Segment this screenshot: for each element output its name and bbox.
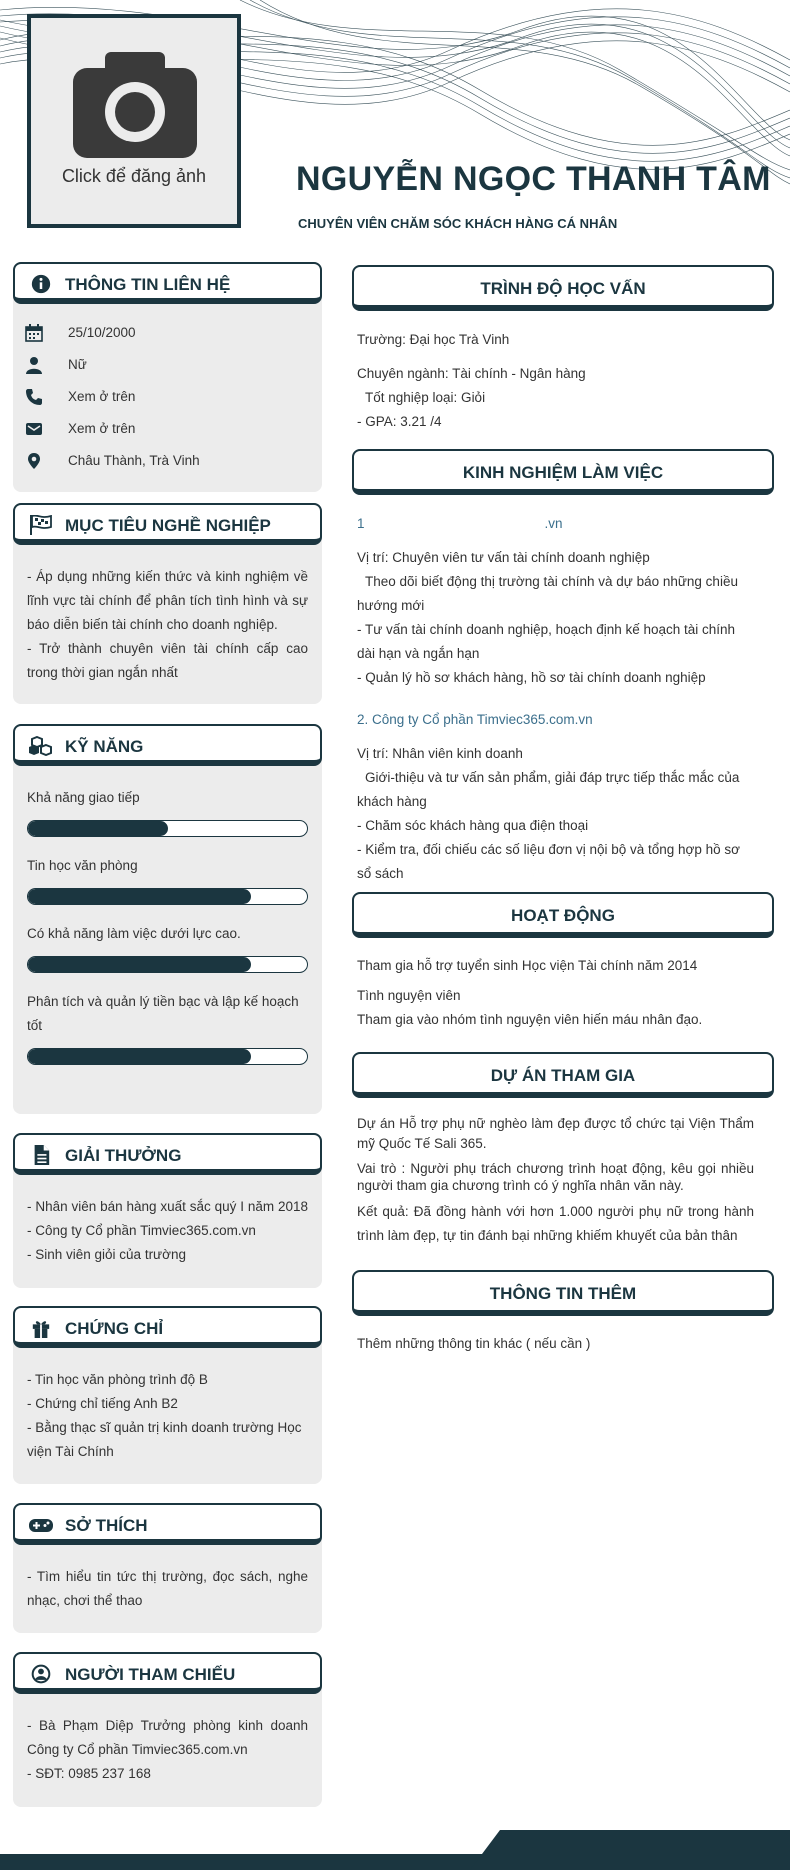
certificate-line: - Tin học văn phòng trình độ B — [27, 1372, 208, 1387]
job-role: Vị trí: Nhân viên kinh doanh — [357, 746, 523, 761]
experience-header — [352, 449, 774, 495]
skill-name: Có khả năng làm việc dưới lực cao. — [27, 926, 241, 941]
user-circle-icon — [29, 1664, 53, 1684]
projects-body — [357, 1114, 754, 1248]
education-grade: Tốt nghiệp loại: Giỏi — [365, 390, 486, 405]
envelope-icon — [25, 420, 43, 438]
certificates-header — [13, 1306, 322, 1348]
skill-bar-fill — [28, 1049, 251, 1064]
camera-icon — [73, 50, 197, 158]
phone-value: Xem ở trên — [68, 389, 136, 404]
address-value: Châu Thành, Trà Vinh — [68, 453, 200, 468]
skills-title: KỸ NĂNG — [65, 737, 144, 756]
activity-line: Tham gia vào nhóm tình nguyện viên hiến máu nhân đạo. — [357, 1012, 703, 1027]
activities-header — [352, 892, 774, 938]
cubes-icon — [29, 736, 53, 756]
experience-title: KINH NGHIỆM LÀM VIỆC — [462, 463, 664, 482]
gender-value: Nữ — [68, 357, 87, 372]
skill-bar-fill — [28, 957, 251, 972]
extra-header — [352, 1270, 774, 1316]
skill-name: Khả năng giao tiếp — [27, 790, 140, 805]
phone-row — [13, 380, 322, 412]
hobbies-header — [13, 1503, 322, 1545]
education-title: TRÌNH ĐỘ HỌC VẤN — [480, 279, 646, 298]
skill-bar — [27, 1048, 308, 1065]
skill-bar — [27, 956, 308, 973]
references-title: NGƯỜI THAM CHIẾU — [65, 1665, 236, 1684]
certificate-line: - Chứng chỉ tiếng Anh B2 — [27, 1396, 178, 1411]
extra-title: THÔNG TIN THÊM — [489, 1284, 637, 1303]
contact-section — [13, 262, 322, 492]
objective-line: - Áp dụng những kiến thức và kinh nghiệm về lĩnh vực tài chính để phân tích tình hình và sự báo diễn biến tài chính cho doanh nghiệp. — [27, 569, 308, 632]
skills-section — [13, 724, 322, 1114]
contact-header — [13, 262, 322, 304]
job-role: Vị trí: Chuyên viên tư vấn tài chính doanh nghiệp — [357, 550, 650, 565]
gamepad-icon — [29, 1515, 53, 1535]
birthday-row — [13, 316, 322, 348]
job-line: - Tư vấn tài chính doanh nghiệp, hoạch định kế hoạch tài chính dài hạn và ngắn hạn — [357, 622, 736, 661]
award-line: - Sinh viên giỏi của trường — [27, 1247, 186, 1262]
job-line: - Kiểm tra, đối chiếu các số liệu đơn vị nội bộ và tổng hợp hồ sơ sổ sách — [357, 842, 741, 881]
email-row — [13, 412, 322, 444]
awards-title: GIẢI THƯỞNG — [65, 1146, 182, 1165]
activities-body — [357, 954, 754, 1032]
phone-icon — [25, 388, 43, 406]
certificates-title: CHỨNG CHỈ — [65, 1319, 164, 1338]
email-value: Xem ở trên — [68, 421, 136, 436]
skill-bar-fill — [28, 889, 251, 904]
gift-icon — [29, 1318, 53, 1338]
objective-line: - Trở thành chuyên viên tài chính cấp cao trong thời gian ngắn nhất — [27, 641, 308, 680]
project-name: Dự án Hỗ trợ phụ nữ nghèo làm đẹp được tổ chức tại Viện Thẩm mỹ Quốc Tế Sali 365. — [357, 1116, 754, 1151]
projects-header — [352, 1052, 774, 1098]
birthday-value: 25/10/2000 — [68, 325, 136, 340]
skill-bar — [27, 888, 308, 905]
skills-header — [13, 724, 322, 766]
job-company: 2. Công ty Cổ phần Timviec365.com.vn — [357, 712, 593, 727]
education-body — [357, 328, 754, 434]
skill-item — [27, 990, 308, 1065]
objective-header — [13, 503, 322, 545]
skill-item — [27, 786, 308, 837]
job-line: - Chăm sóc khách hàng qua điện thoại — [357, 818, 589, 833]
calendar-icon — [25, 324, 43, 342]
project-result: Kết quả: Đã đồng hành với hơn 1.000 người phụ nữ trong hành trình làm đẹp, tự tin đánh bại những khiếm khuyết của bản thân — [357, 1204, 754, 1243]
awards-header — [13, 1133, 322, 1175]
skill-item — [27, 854, 308, 905]
flag-icon — [29, 515, 53, 535]
reference-line: - SĐT: 0985 237 168 — [27, 1766, 151, 1781]
map-marker-icon — [25, 452, 43, 470]
skill-bar-fill — [28, 821, 168, 836]
references-header — [13, 1652, 322, 1694]
extra-text: Thêm những thông tin khác ( nếu cần ) — [357, 1336, 591, 1351]
education-major: Chuyên ngành: Tài chính - Ngân hàng — [357, 366, 586, 381]
contact-title: THÔNG TIN LIÊN HỆ — [65, 275, 231, 294]
user-icon — [25, 356, 43, 374]
objective-section — [13, 503, 322, 704]
objective-title: MỤC TIÊU NGHỀ NGHIỆP — [65, 516, 271, 535]
extra-body — [357, 1332, 754, 1356]
certificate-line: - Bằng thạc sĩ quản trị kinh doanh trường Học viện Tài Chính — [27, 1420, 302, 1459]
experience-body — [357, 512, 754, 886]
activities-title: HOẠT ĐỘNG — [511, 906, 615, 925]
activity-line: Tham gia hỗ trợ tuyển sinh Học viện Tài chính năm 2014 — [357, 958, 698, 973]
reference-line: - Bà Phạm Diệp Trưởng phòng kinh doanh Công ty Cổ phần Timviec365.com.vn — [27, 1718, 308, 1757]
hobbies-title: SỞ THÍCH — [65, 1516, 148, 1535]
skill-name: Phân tích và quản lý tiền bạc và lập kế hoạch tốt — [27, 994, 299, 1033]
profile-photo-upload[interactable] — [27, 14, 241, 228]
hobby-line: - Tìm hiểu tin tức thị trường, đọc sách, nghe nhạc, chơi thể thao — [27, 1569, 308, 1608]
footer-band — [0, 1830, 790, 1870]
photo-caption: Click để đăng ảnh — [61, 166, 207, 186]
awards-section — [13, 1133, 322, 1288]
references-section — [13, 1652, 322, 1807]
candidate-name: NGUYỄN NGỌC THANH TÂM — [296, 160, 771, 198]
skill-name: Tin học văn phòng — [27, 858, 138, 873]
address-row — [13, 444, 322, 476]
job-line: Giới-thiệu và tư vấn sản phẩm, giải đáp trực tiếp thắc mắc của khách hàng — [357, 770, 740, 809]
education-header — [352, 265, 774, 311]
education-gpa: - GPA: 3.21 /4 — [357, 414, 442, 429]
candidate-position: CHUYÊN VIÊN CHĂM SÓC KHÁCH HÀNG CÁ NHÂN — [298, 216, 618, 231]
document-icon — [29, 1145, 53, 1165]
projects-title: DỰ ÁN THAM GIA — [490, 1066, 636, 1085]
job-line: - Quản lý hồ sơ khách hàng, hồ sơ tài chính doanh nghiệp — [357, 670, 706, 685]
gender-row — [13, 348, 322, 380]
activity-line: Tình nguyện viên — [357, 988, 461, 1003]
job-line: Theo dõi biết động thị trường tài chính và dự báo những chiều hướng mới — [357, 574, 738, 613]
certificates-section — [13, 1306, 322, 1484]
hobbies-section — [13, 1503, 322, 1633]
award-line: - Nhân viên bán hàng xuất sắc quý I năm 2018 - Công ty Cổ phần Timviec365.com.vn — [27, 1199, 308, 1238]
project-role: Vai trò : Người phụ trách chương trình hoạt động, kêu gọi nhiều người tham gia chương trình có ý nghĩa nhân văn này. — [357, 1161, 754, 1193]
skill-item — [27, 922, 308, 973]
education-school: Trường: Đại học Trà Vinh — [357, 332, 510, 347]
skill-bar — [27, 820, 308, 837]
info-icon — [29, 274, 53, 294]
job-company: 1 .vn — [357, 516, 563, 531]
